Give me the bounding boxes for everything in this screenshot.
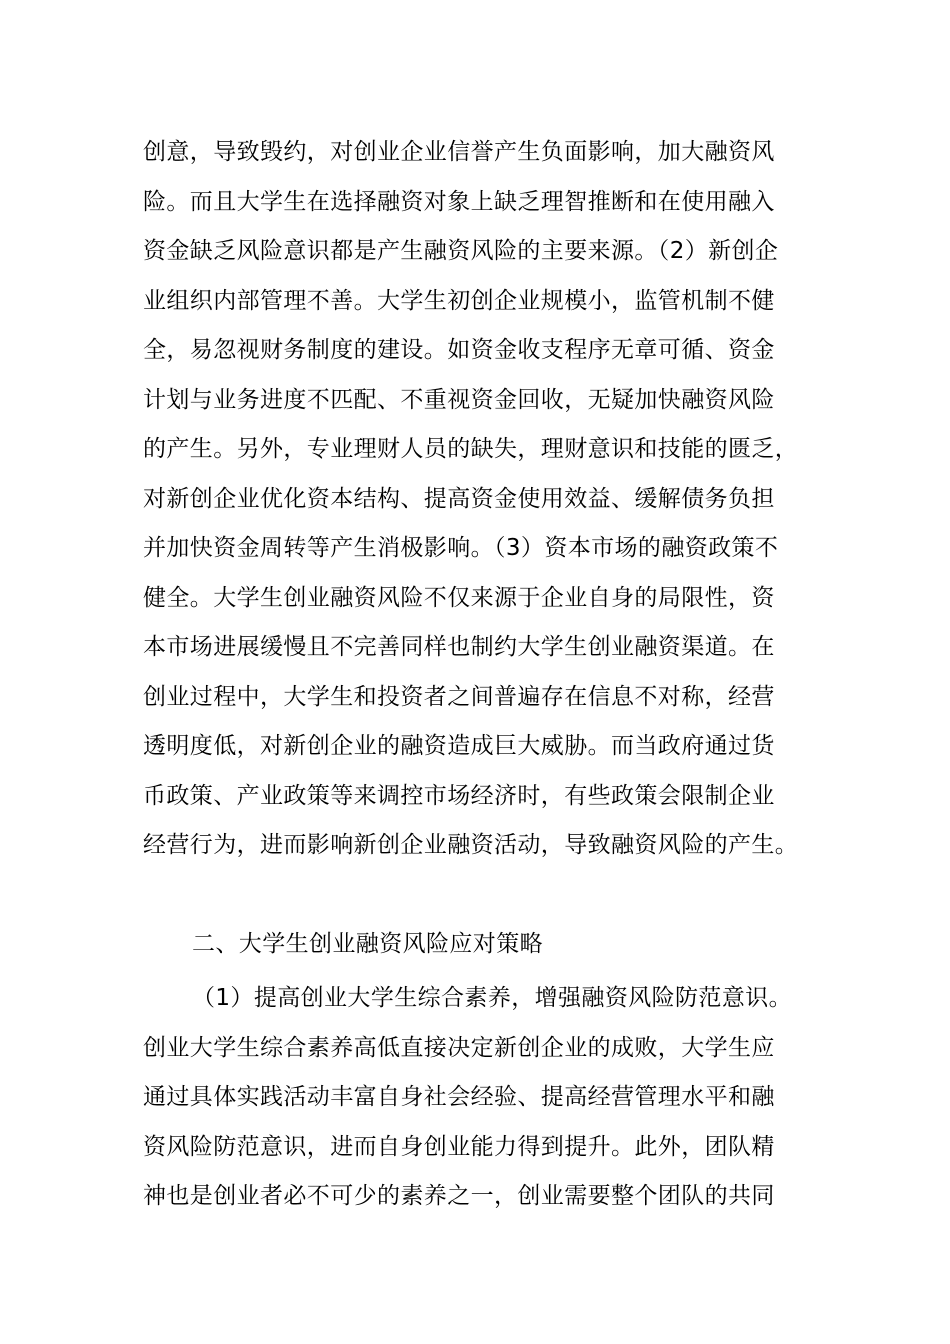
paragraph-line: 健全。大学生创业融资风险不仅来源于企业自身的局限性，资 (143, 585, 775, 611)
paragraph-line: 并加快资金周转等产生消极影响。（3）资本市场的融资政策不 (143, 535, 779, 561)
paragraph-line: 经营行为，进而影响新创企业融资活动，导致融资风险的产生。 (143, 832, 799, 858)
paragraph-line: 通过具体实践活动丰富自身社会经验、提高经营管理水平和融 (143, 1084, 775, 1110)
paragraph-line: 币政策、产业政策等来调控市场经济时，有些政策会限制企业 (143, 783, 775, 809)
paragraph-line: 全，易忽视财务制度的建设。如资金收支程序无章可循、资金 (143, 337, 775, 363)
paragraph-line: 创业大学生综合素养高低直接决定新创企业的成败，大学生应 (143, 1035, 775, 1061)
paragraph-line: 对新创企业优化资本结构、提高资金使用效益、缓解债务负担 (143, 486, 775, 512)
paragraph-line: 资风险防范意识，进而自身创业能力得到提升。此外，团队精 (143, 1134, 775, 1160)
paragraph-line: 资金缺乏风险意识都是产生融资风险的主要来源。（2）新创企 (143, 238, 779, 264)
paragraph-line: 险。而且大学生在选择融资对象上缺乏理智推断和在使用融入 (143, 189, 775, 215)
paragraph-line: 计划与业务进度不匹配、不重视资金回收，无疑加快融资风险 (143, 387, 775, 413)
paragraph-line: （1）提高创业大学生综合素养，增强融资风险防范意识。 (192, 985, 793, 1011)
paragraph-line: 神也是创业者必不可少的素养之一，创业需要整个团队的共同 (143, 1183, 775, 1209)
paragraph-line: 创业过程中，大学生和投资者之间普遍存在信息不对称，经营 (143, 684, 775, 710)
paragraph-line: 本市场进展缓慢且不完善同样也制约大学生创业融资渠道。在 (143, 634, 775, 660)
paragraph-line: 透明度低，对新创企业的融资造成巨大威胁。而当政府通过货 (143, 733, 775, 759)
paragraph-line: 创意，导致毁约，对创业企业信誉产生负面影响，加大融资风 (143, 139, 775, 165)
paragraph-line: 业组织内部管理不善。大学生初创企业规模小，监管机制不健 (143, 288, 775, 314)
section-heading: 二、大学生创业融资风险应对策略 (192, 931, 543, 957)
paragraph-line: 的产生。另外，专业理财人员的缺失，理财意识和技能的匮乏， (143, 436, 799, 462)
